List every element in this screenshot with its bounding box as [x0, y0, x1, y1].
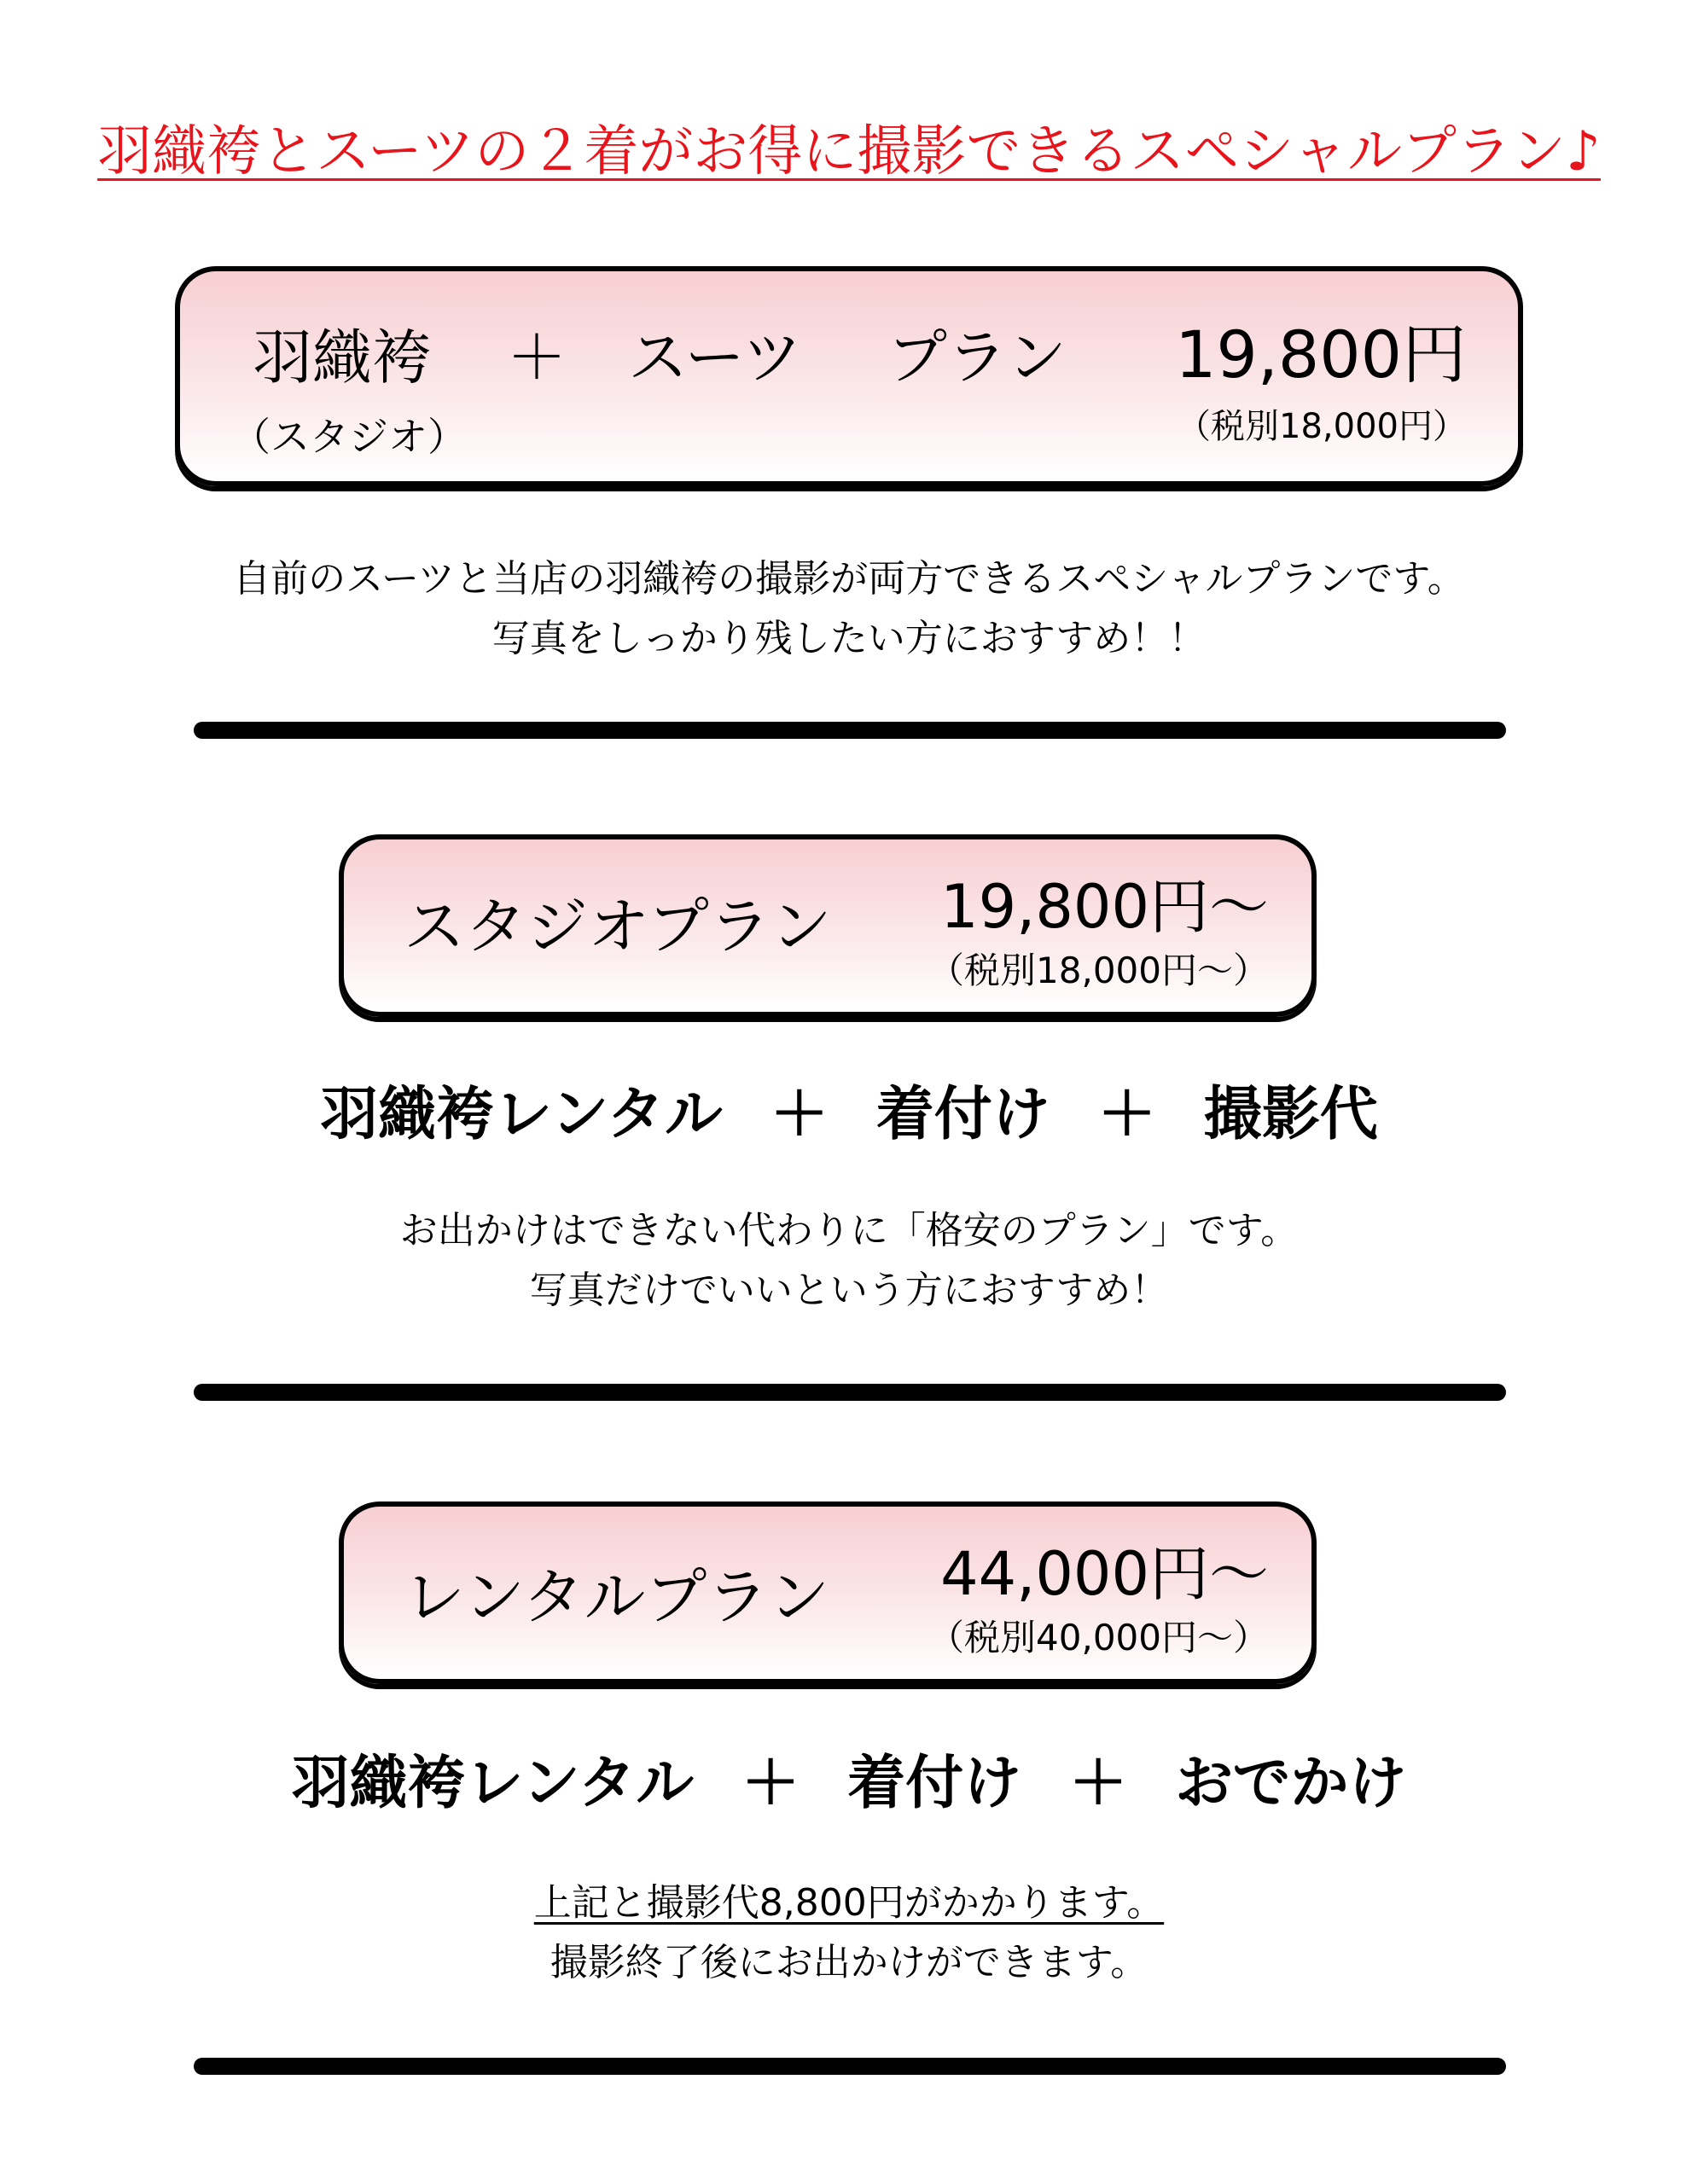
- plan1-desc-line2: 写真をしっかり残したい方におすすめ！！: [491, 617, 1207, 660]
- plan3-formula-plus-2: ＋: [1069, 1750, 1128, 1817]
- plan2-price-note: （税別18,000円～）: [928, 950, 1269, 991]
- plan3-formula: [0, 1745, 1698, 1822]
- plan1-desc-line1: 自前のスーツと当店の羽織袴の撮影が両方できるスペシャルプランです。: [233, 557, 1465, 601]
- plan3-price-note: （税別40,000円～）: [928, 1617, 1269, 1658]
- plan3-formula-rental: 羽織袴レンタル: [291, 1750, 695, 1817]
- plan3-name: レンタルプラン: [404, 1561, 830, 1633]
- plan2-formula-kitsuke: 着付け: [875, 1081, 1050, 1148]
- plan2-formula-plus-1: ＋: [770, 1081, 829, 1148]
- divider-3: [194, 2058, 1506, 2075]
- plan3-formula-kitsuke: 着付け: [847, 1750, 1022, 1817]
- headline-text: 羽織袴とスーツの２着がお得に撮影できるスペシャルプラン♪: [97, 120, 1601, 183]
- plan1-name-suit: スーツ: [628, 322, 802, 392]
- divider-1: [194, 722, 1506, 739]
- plan3-formula-plus-1: ＋: [741, 1750, 800, 1817]
- plan2-desc-line1: お出かけはできない代わりに「格安のプラン」です。: [399, 1209, 1299, 1252]
- plan3-description: [0, 1873, 1698, 1993]
- plan3-desc-line2: 撮影終了後にお出かけができます。: [550, 1941, 1148, 1984]
- plan1-name-haori: 羽織袴: [253, 322, 432, 392]
- plan-box-studio: [339, 834, 1317, 1017]
- plan-box-haori-suit: [175, 266, 1523, 486]
- plan3-desc-line1: [0, 1873, 1698, 1933]
- plan2-formula-plus-2: ＋: [1097, 1081, 1156, 1148]
- plan1-name-plan: プラン: [887, 322, 1067, 392]
- plan2-name: スタジオプラン: [404, 891, 832, 962]
- plan2-price: 19,800円～: [940, 872, 1269, 942]
- plan1-plus: ＋: [507, 322, 567, 392]
- plan2-description: [0, 1201, 1698, 1321]
- plan2-formula: [0, 1077, 1698, 1153]
- plan1-price-note: （税別18,000円）: [1177, 407, 1467, 446]
- plan-box-rental: [339, 1502, 1317, 1684]
- plan3-price: 44,000円～: [940, 1539, 1269, 1609]
- plan3-desc-line1-text: 上記と撮影代8,800円がかかります。: [533, 1881, 1165, 1925]
- plan1-price: 19,800円: [1175, 317, 1467, 392]
- plan1-description: [0, 549, 1698, 669]
- plan3-formula-outing: おでかけ: [1175, 1750, 1407, 1817]
- plan2-formula-rental: 羽織袴レンタル: [320, 1081, 723, 1148]
- plan2-formula-photo-fee: 撮影代: [1203, 1081, 1378, 1148]
- divider-2: [194, 1384, 1506, 1401]
- plan1-sub-studio: （スタジオ）: [231, 414, 467, 460]
- page-headline: [0, 118, 1698, 186]
- plan2-desc-line2: 写真だけでいいという方におすすめ！: [529, 1269, 1169, 1312]
